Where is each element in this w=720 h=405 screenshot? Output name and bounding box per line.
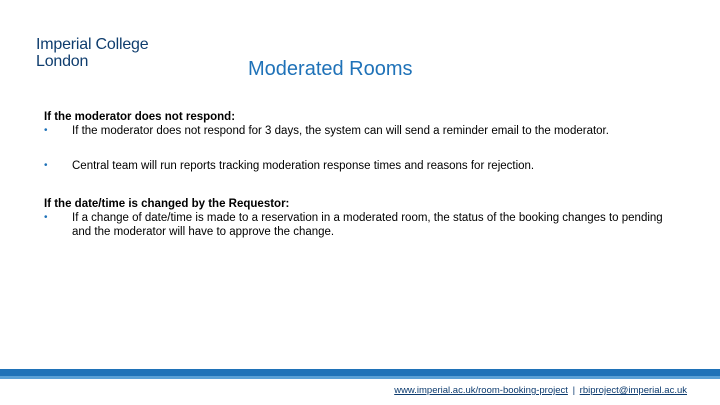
- slide-content: [44, 110, 664, 239]
- footer-separator: |: [572, 385, 576, 396]
- bullet-text: If the moderator does not respond for 3 days, the system can will send a reminder email to the moderator.: [72, 125, 609, 137]
- list-item: [44, 124, 664, 138]
- bullet-mark: •: [44, 125, 48, 136]
- bullet-text: If a change of date/time is made to a reservation in a moderated room, the status of the booking changes to pending and the moderator will have to approve the change.: [72, 212, 663, 238]
- footer-bar: [0, 369, 720, 376]
- footer-links: [394, 385, 687, 396]
- logo-line-1: Imperial College: [36, 36, 149, 53]
- bullet-list-no-response: [44, 124, 664, 173]
- section-heading-date-change: If the date/time is changed by the Requestor:: [44, 198, 290, 210]
- section-heading-no-response: If the moderator does not respond:: [44, 111, 236, 123]
- bullet-text: Central team will run reports tracking moderation response times and reasons for rejection.: [72, 160, 535, 172]
- bullet-mark: •: [44, 160, 48, 171]
- project-website-link[interactable]: www.imperial.ac.uk/room-booking-project: [394, 385, 568, 396]
- project-email-link[interactable]: rbiproject@imperial.ac.uk: [579, 385, 687, 396]
- list-item: [44, 159, 664, 173]
- bullet-list-date-change: [44, 211, 664, 239]
- logo-line-2: London: [36, 53, 89, 70]
- list-item: [44, 211, 664, 239]
- bullet-mark: •: [44, 212, 48, 223]
- imperial-college-logo: [36, 36, 148, 70]
- slide-title: Moderated Rooms: [248, 58, 413, 80]
- footer-bar-accent: [0, 376, 720, 379]
